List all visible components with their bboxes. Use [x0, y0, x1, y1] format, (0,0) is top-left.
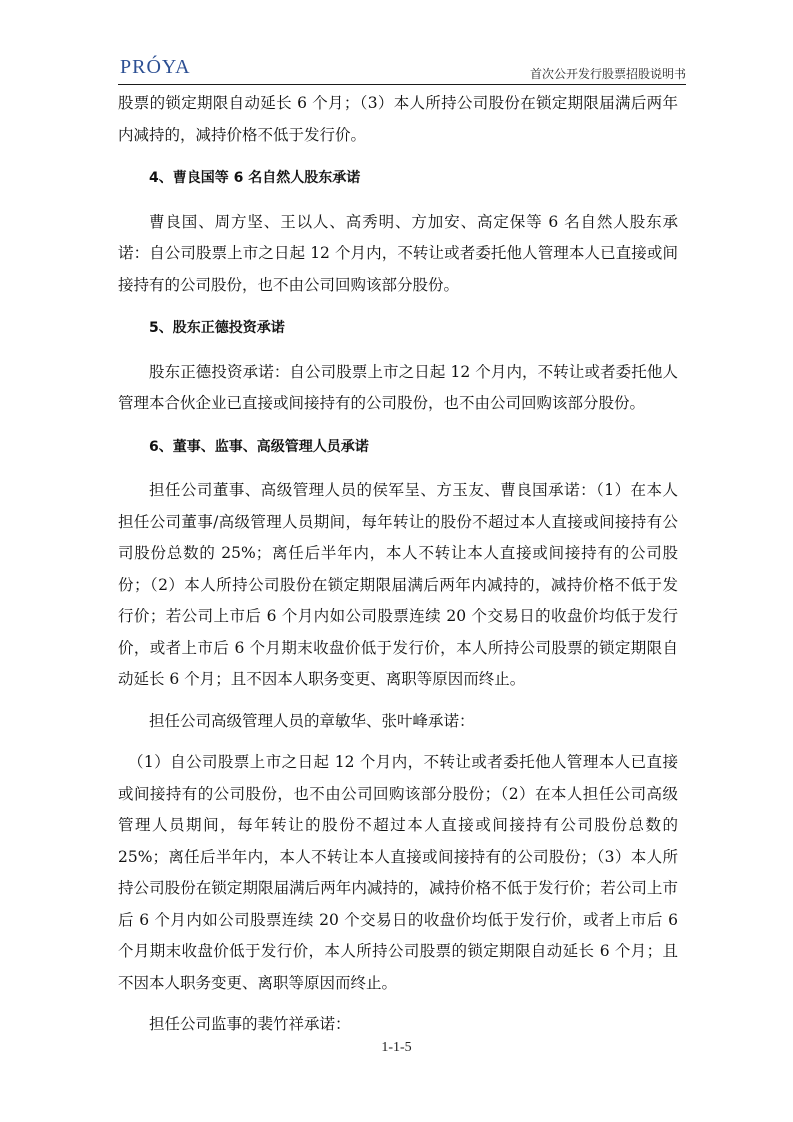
paragraph-senior-managers-commitment: （1）自公司股票上市之日起 12 个月内，不转让或者委托他人管理本人已直接或间接持有的公司股份，也不由公司回购该部分股份；（2）在本人担任公司高级管理人员期间，每年转让的股份不超过本人直接或间接持有公司股份总数的 25%；离任后半年内，本人不转让本人直接或间接持有的公司股份；（3）本人所持公司股份在锁定期限届满后两年内减持的，减持价格不低于发行价；若公司上市后 6 个月内如公司股票连续 20 个交易日的收盘价均低于发行价，或者上市后 6 个月期末收盘价低于发行价，本人所持公司股票的锁定期限自动延长 6 个月；且不因本人职务变更、离职等原因而终止。	[118, 753, 678, 992]
document-title: 首次公开发行股票招股说明书	[529, 67, 686, 81]
paragraph-natural-person-shareholders: 曹良国、周方坚、王以人、高秀明、方加安、高定保等 6 名自然人股东承诺：自公司股票上市之日起 12 个月内，不转让或者委托他人管理本人已直接或间接持有的公司股份，也不由公司回购该部分股份。	[118, 212, 678, 294]
proya-logo: PRÓYA	[120, 56, 191, 78]
section-heading-5: 5、股东正德投资承诺	[149, 320, 285, 336]
paragraph-supervisor-intro: 担任公司监事的裴竹祥承诺：	[149, 1015, 351, 1033]
paragraph-continued: 股票的锁定期限自动延长 6 个月；（3）本人所持公司股份在锁定期限届满后两年内减持的，减持价格不低于发行价。	[118, 94, 678, 144]
paragraph-directors-commitment: 担任公司董事、高级管理人员的侯军呈、方玉友、曹良国承诺：（1）在本人担任公司董事/高级管理人员期间，每年转让的股份不超过本人直接或间接持有公司股份总数的 25%；离任后半年内，本人不转让本人直接或间接持有的公司股份；（2）本人所持公司股份在锁定期限届满后两年内减持的，减持价格不低于发行价；若公司上市后 6 个月内如公司股票连续 20 个交易日的收盘价均低于发行价，或者上市后 6 个月期末收盘价低于发行价，本人所持公司股票的锁定期限自动延长 6 个月；且不因本人职务变更、离职等原因而终止。	[118, 481, 678, 688]
paragraph-zhengde-investment: 股东正德投资承诺：自公司股票上市之日起 12 个月内，不转让或者委托他人管理本合伙企业已直接或间接持有的公司股份，也不由公司回购该部分股份。	[118, 362, 678, 412]
section-heading-4: 4、曹良国等 6 名自然人股东承诺	[149, 170, 361, 186]
paragraph-senior-managers-intro: 担任公司高级管理人员的章敏华、张叶峰承诺：	[149, 711, 475, 730]
document-body	[118, 88, 678, 1041]
page-header	[118, 52, 686, 85]
section-heading-6: 6、董事、监事、高级管理人员承诺	[149, 438, 369, 455]
page-number: 1-1-5	[381, 1040, 412, 1055]
